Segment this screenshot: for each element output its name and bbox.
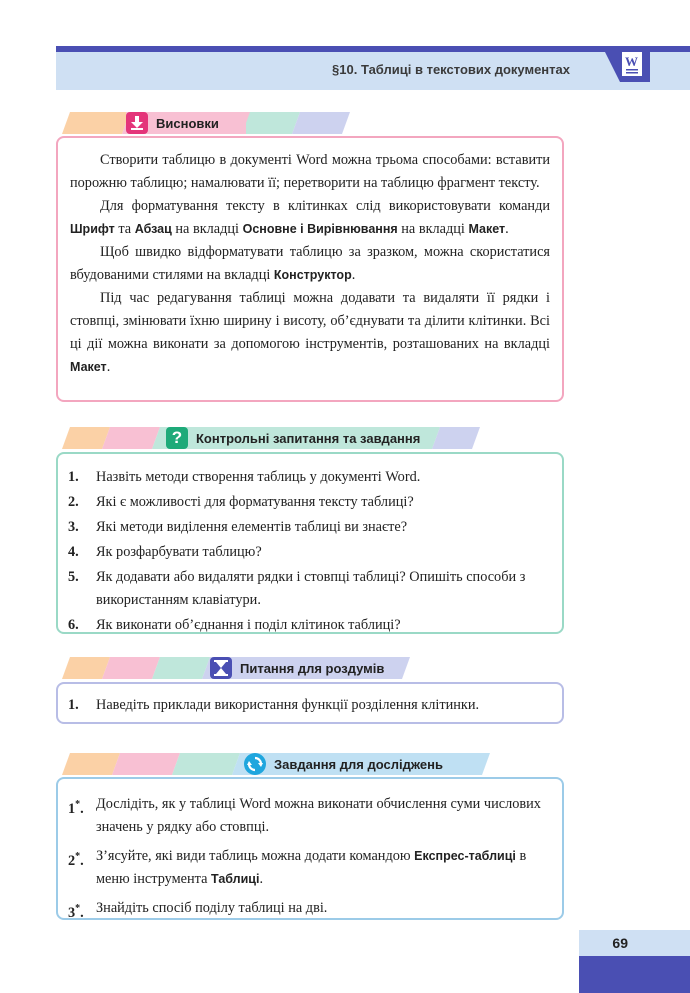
reflection-list bbox=[68, 694, 552, 717]
page-number-block bbox=[579, 930, 690, 993]
item-text: Які є можливості для форматування тексту таблиці? bbox=[96, 494, 414, 510]
conclusions-heading-text: Висновки bbox=[156, 115, 219, 131]
command-term: Таблиці bbox=[211, 872, 260, 886]
questions-list bbox=[68, 466, 552, 637]
paragraph-text: та bbox=[114, 221, 135, 237]
star-marker: * bbox=[75, 903, 81, 914]
conclusions-heading bbox=[126, 113, 219, 133]
questions-tabbar bbox=[60, 427, 480, 449]
paragraph-text: . bbox=[106, 359, 111, 375]
research-heading-text: Завдання для досліджень bbox=[274, 756, 443, 772]
word-icon-letter: W bbox=[625, 54, 638, 69]
item-number: 1. bbox=[68, 697, 79, 713]
list-item bbox=[68, 566, 552, 612]
item-text: З’ясуйте, які види таблиць можна додати командою bbox=[96, 848, 415, 864]
list-item bbox=[68, 694, 552, 717]
conclusions-paragraph bbox=[70, 287, 550, 379]
item-number: 3*. bbox=[68, 903, 84, 921]
questions-box bbox=[56, 452, 564, 634]
word-document-icon bbox=[602, 46, 650, 82]
paragraph-text: Щоб швидко відформатувати таблицю за зразком, можна скористатися вбудованими стилями на вкладці bbox=[70, 244, 550, 283]
paragraph-text: на вкладці bbox=[397, 221, 469, 237]
paragraph-text: Для форматування тексту в клітинках слід використовувати команди bbox=[100, 198, 550, 214]
command-term: Експрес-таблиці bbox=[414, 849, 516, 863]
reflection-tabbar bbox=[60, 657, 410, 679]
command-term: Шрифт bbox=[70, 222, 115, 236]
research-tabbar bbox=[60, 753, 490, 775]
item-text: Знайдіть спосіб поділу таблиці на дві. bbox=[96, 900, 328, 916]
item-number: 6. bbox=[68, 617, 79, 633]
command-term: Основне і Вирівнювання bbox=[242, 222, 398, 236]
paragraph-text: Під час редагування таблиці можна додавати та видаляти її рядки і стовпці, змінювати їхню ширину і висоту, об’єднувати та ділити клітинки. Всі ці дії можна виконати за допомогою інструментів, розташованих на вкладці bbox=[70, 290, 550, 352]
item-text: Як виконати об’єднання і поділ клітинок таблиці? bbox=[96, 617, 401, 633]
conclusions-text bbox=[70, 149, 550, 379]
reflection-box bbox=[56, 682, 564, 724]
hourglass-icon bbox=[210, 657, 232, 679]
list-item bbox=[68, 541, 552, 564]
download-icon bbox=[126, 112, 148, 134]
item-text: Як розфарбувати таблицю? bbox=[96, 544, 262, 560]
page-header bbox=[56, 46, 690, 90]
paragraph-text: на вкладці bbox=[171, 221, 243, 237]
star-marker: * bbox=[75, 799, 81, 810]
item-number: 2*. bbox=[68, 851, 84, 869]
command-term: Абзац bbox=[134, 222, 172, 236]
list-item bbox=[68, 845, 552, 891]
item-text: Які методи виділення елементів таблиці ви знаєте? bbox=[96, 519, 408, 535]
item-text: Як додавати або видаляти рядки і стовпці таблиці? Опишіть способи з використанням клавіатури. bbox=[96, 569, 526, 608]
item-text: Назвіть методи створення таблиць у документі Word. bbox=[96, 469, 421, 485]
section-title: §10. Таблиці в текстових документах bbox=[332, 62, 570, 77]
questions-heading-text: Контрольні запитання та завдання bbox=[196, 430, 421, 446]
item-number: 1. bbox=[68, 469, 79, 485]
list-item bbox=[68, 466, 552, 489]
list-item bbox=[68, 793, 552, 839]
item-text: Наведіть приклади використання функції розділення клітинки. bbox=[96, 697, 480, 713]
list-item bbox=[68, 491, 552, 514]
item-text: в меню інструмента bbox=[96, 848, 527, 887]
conclusions-tabbar bbox=[60, 112, 350, 134]
paragraph-text: . bbox=[505, 221, 509, 237]
item-text: Дослідіть, як у таблиці Word можна виконати обчислення суми числових значень у рядку або стовпці. bbox=[96, 796, 541, 835]
item-number: 1*. bbox=[68, 799, 84, 817]
reflection-heading-text: Питання для роздумів bbox=[240, 660, 385, 676]
item-number: 5. bbox=[68, 569, 79, 585]
item-number: 3. bbox=[68, 519, 79, 535]
conclusions-paragraph bbox=[70, 195, 550, 241]
refresh-cycle-icon bbox=[244, 753, 266, 775]
research-heading bbox=[244, 754, 443, 774]
question-mark-icon: ? bbox=[166, 427, 188, 449]
command-term: Макет bbox=[468, 222, 506, 236]
research-list bbox=[68, 793, 552, 920]
reflection-heading bbox=[210, 658, 384, 678]
item-number: 2. bbox=[68, 494, 79, 510]
item-number: 4. bbox=[68, 544, 79, 560]
page-number-band bbox=[579, 930, 690, 956]
item-text: . bbox=[259, 871, 264, 887]
conclusions-box bbox=[56, 136, 564, 402]
page-number: 69 bbox=[612, 935, 628, 951]
conclusions-paragraph bbox=[70, 149, 550, 195]
command-term: Конструктор bbox=[273, 268, 352, 282]
star-marker: * bbox=[75, 851, 81, 862]
paragraph-text: Створити таблицю в документі Word можна трьома способами: вставити порожню таблицю; намалювати її; перетворити на таблицю фрагмент тексту. bbox=[70, 152, 550, 191]
list-item bbox=[68, 516, 552, 539]
list-item bbox=[68, 614, 552, 637]
list-item bbox=[68, 897, 552, 920]
questions-heading bbox=[166, 428, 420, 448]
paragraph-text: . bbox=[351, 267, 356, 283]
research-box bbox=[56, 777, 564, 920]
command-term: Макет bbox=[70, 360, 107, 374]
conclusions-paragraph bbox=[70, 241, 550, 287]
